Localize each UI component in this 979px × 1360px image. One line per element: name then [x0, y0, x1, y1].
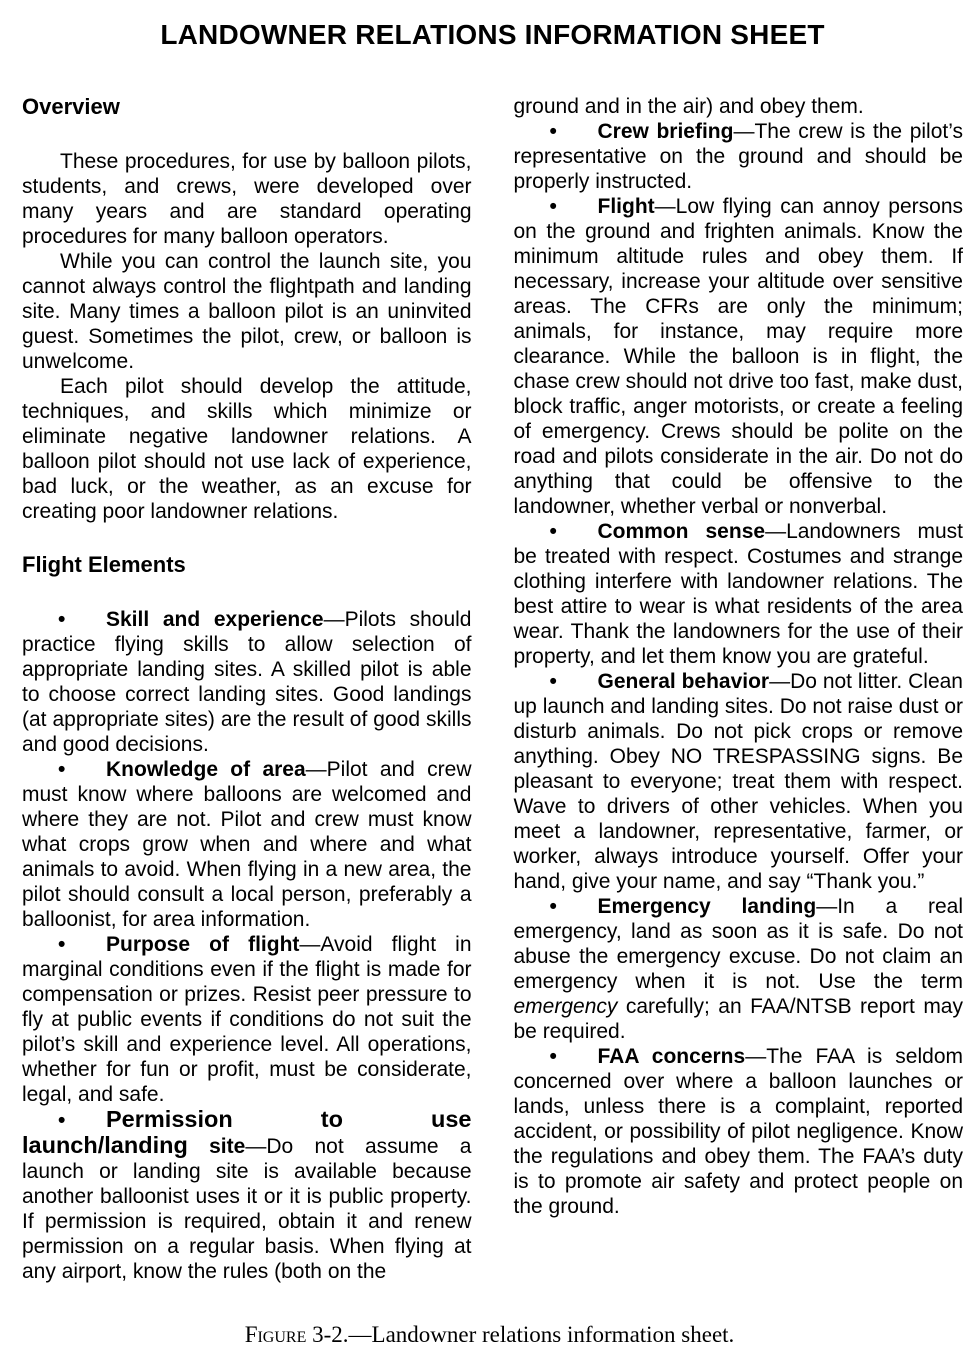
page-title: LANDOWNER RELATIONS INFORMATION SHEET — [160, 19, 825, 50]
bullet-icon: • — [58, 758, 66, 781]
left-column — [22, 94, 472, 1284]
bullet-icon: • — [58, 608, 66, 631]
bullet-term: Emergency landing — [597, 895, 817, 918]
bullet-skill-and-experience — [22, 607, 472, 757]
bullet-purpose-of-flight — [22, 932, 472, 1107]
bullet-icon: • — [549, 670, 557, 693]
bullet-term: Purpose of flight — [106, 933, 300, 956]
bullet-text: —Do not assume a launch or landing site is available because another balloonist uses it or it is public property. If permission is required, obtain it and renew permission on a regular basis. When flying at any airport, know the rules (both on the — [22, 1135, 472, 1283]
bullet-icon: • — [549, 895, 557, 918]
bullet-text: —Pilot and crew must know where balloons are welcomed and where they are not. Pilot and crew must know what crops grow when and where and what animals to avoid. When flying in a new area, the pilot should consult a local person, preferably a balloonist, for area information. — [22, 758, 472, 931]
bullet-flight — [514, 194, 964, 519]
bullet-text-after-italic: carefully; an FAA/NTSB report may be required. — [513, 995, 963, 1043]
bullet-term-tail: site — [187, 1135, 246, 1158]
bullet-term: General behavior — [597, 670, 770, 693]
section-heading-flight-elements: Flight Elements — [22, 552, 186, 577]
section-heading-overview: Overview — [22, 94, 120, 119]
bullet-term: Common sense — [597, 520, 766, 543]
bullet-term: Permission to use launch/landing — [22, 1106, 472, 1158]
two-column-body — [22, 94, 963, 1284]
bullet-term: Flight — [597, 195, 655, 218]
continuation-paragraph: ground and in the air) and obey them. — [513, 95, 864, 118]
overview-paragraph-1: These procedures, for use by balloon pilots, students, and crews, were developed over many years and are standard operating procedures for many balloon operators. — [22, 150, 472, 248]
bullet-icon: • — [58, 933, 66, 956]
bullet-icon: • — [549, 120, 557, 143]
bullet-text: —Avoid flight in marginal conditions even if the flight is made for compensation or prizes. Resist peer pressure to fly at public events if conditions do not suit the pilot’s skill and experience level. All operations, whether for fun or profit, must be considerate, legal, and safe. — [22, 933, 472, 1106]
bullet-emergency-landing — [514, 894, 964, 1044]
bullet-knowledge-of-area — [22, 757, 472, 932]
overview-paragraph-3: Each pilot should develop the attitude, techniques, and skills which minimize or eliminate negative landowner relations. A balloon pilot should not use lack of experience, bad luck, or the weather, as an excuse for creating poor landowner relations. — [22, 375, 472, 523]
bullet-text: —Landowners must be treated with respect. Costumes and strange clothing interfere with landowner relations. The best attire to wear is what residents of the area wear. Thank the landowners for the use of their property, and let them know you are grateful. — [513, 520, 963, 668]
bullet-text: —The FAA is seldom concerned over where a balloon launches or lands, unless there is a complaint, reported accident, or possibility of pilot negligence. Know the regulations and obey them. The FAA’s duty is to promote air safety and protect people on the ground. — [513, 1045, 964, 1218]
bullet-text: —Low flying can annoy persons on the ground and frighten animals. Know the minimum altitude rules and obey them. If necessary, increase your altitude over sensitive areas. The CFRs are only the minimum; animals, for instance, may require more clearance. While the balloon is in flight, the chase crew should not drive too fast, make dust, block traffic, anger motorists, or create a feeling of emergency. Crews should be polite on the road and pilots considerate in the air. Do not do anything that could be offensive to the landowner, whether verbal or nonverbal. — [513, 195, 963, 518]
bullet-permission-to-use-site — [22, 1107, 472, 1284]
right-column — [514, 94, 964, 1284]
figure-caption-text: 3-2.—Landowner relations information sheet. — [306, 1322, 735, 1347]
bullet-icon: • — [549, 1045, 557, 1068]
bullet-icon: • — [549, 520, 557, 543]
bullet-text: —In a real emergency, land as soon as it is safe. Do not abuse the emergency excuse. Do not claim an emergency when it is not. Use the term — [513, 895, 963, 993]
bullet-text-italic: emergency — [513, 995, 618, 1018]
bullet-term: Knowledge of area — [106, 758, 306, 781]
figure-caption-label: Figure — [244, 1322, 307, 1347]
bullet-text: —Do not litter. Clean up launch and landing sites. Do not raise dust or disturb animals. Do not pick crops or remove anything. Obey NO TRESPASSING signs. Be pleasant to everyone; treat them with respect. Wave to drivers of other vehicles. When you meet a landowner, representative, farmer, or worker, always introduce yourself. Offer your hand, give your name, and say “Thank you.” — [513, 670, 963, 893]
bullet-general-behavior — [514, 669, 964, 894]
overview-paragraph-2: While you can control the launch site, you cannot always control the flightpath and landing site. Many times a balloon pilot is an uninvited guest. Sometimes the pilot, crew, or balloon is unwelcome. — [22, 250, 472, 373]
bullet-common-sense — [514, 519, 964, 669]
bullet-icon: • — [58, 1109, 66, 1132]
figure-caption — [0, 1321, 979, 1348]
bullet-text: —The crew is the pilot’s representative on the ground and should be properly instructed. — [513, 120, 964, 193]
bullet-faa-concerns — [514, 1044, 964, 1219]
bullet-term: FAA concerns — [597, 1045, 746, 1068]
bullet-term: Crew briefing — [597, 120, 734, 143]
bullet-text: —Pilots should practice flying skills to allow selection of appropriate landing sites. A skilled pilot is able to choose correct landing sites. Good landings (at appropriate sites) are the result of good skills and good decisions. — [22, 608, 472, 756]
bullet-term: Skill and experience — [106, 608, 324, 631]
bullet-crew-briefing — [514, 119, 964, 194]
bullet-icon: • — [549, 195, 557, 218]
